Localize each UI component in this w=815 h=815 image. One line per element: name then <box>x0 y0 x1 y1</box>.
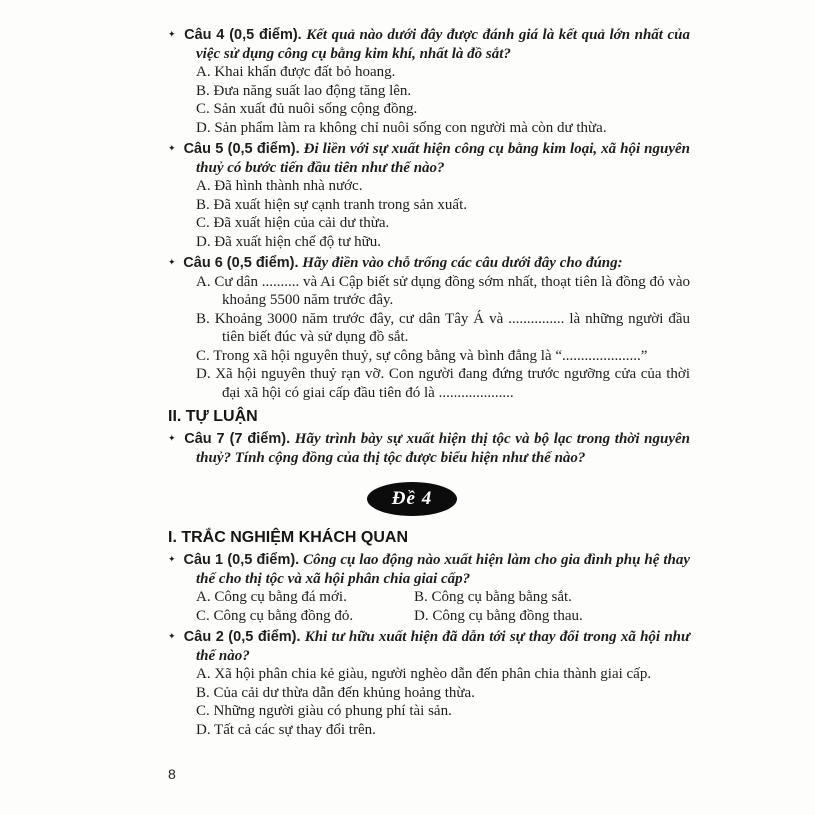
question-heading <box>168 140 690 177</box>
question-heading <box>168 26 690 63</box>
answer-options <box>196 177 690 251</box>
answer-option-b: B. Công cụ bằng bằng sắt. <box>414 589 572 605</box>
question-text: Công cụ lao động nào xuất hiện làm cho gia đình phụ hệ thay thế cho thị tộc và xã hội phân chia giai cấp? <box>196 552 690 587</box>
question-label: Câu 5 (0,5 điểm). <box>183 141 300 157</box>
question-label: Câu 2 (0,5 điểm). <box>183 629 301 645</box>
question-block-cau-2 <box>168 628 690 739</box>
answer-option-a: A. Công cụ bằng đá mới. <box>196 589 347 605</box>
question-block-cau-6 <box>168 254 690 402</box>
answer-option-c: C. Sản xuất đủ nuôi sống cộng đồng. <box>196 101 418 117</box>
answer-option-a: A. Đã hình thành nhà nước. <box>196 178 363 194</box>
answer-option-a: A. Cư dân .......... và Ai Cập biết sử dụng đồng sớm nhất, thoạt tiên là đồng đỏ vào khoảng 5500 năm trước đây. <box>196 273 690 308</box>
question-text: Đi liền với sự xuất hiện công cụ bằng kim loại, xã hội nguyên thuỷ có bước tiến đầu tiên như thế nào? <box>196 141 691 176</box>
question-block-cau-5 <box>168 140 690 251</box>
answer-option-a: A. Khai khẩn được đất bỏ hoang. <box>196 64 396 80</box>
answer-option-b: B. Của cải dư thừa dẫn đến khủng hoảng thừa. <box>196 684 475 701</box>
answer-option-c: C. Công cụ bằng đồng đỏ. <box>196 607 354 624</box>
diamond-bullet-icon: ✦ <box>168 30 176 40</box>
answer-option-d: D. Sản phẩm làm ra không chỉ nuôi sống con người mà còn dư thừa. <box>196 119 607 136</box>
question-text: Khi tư hữu xuất hiện đã dẫn tới sự thay đổi trong xã hội như thế nào? <box>196 629 690 664</box>
question-text: Kết quả nào dưới đây được đánh giá là kết quả lớn nhất của việc sử dụng công cụ bằng kim khí, nhất là đồ sắt? <box>196 27 691 62</box>
exam-badge-row <box>151 482 673 516</box>
exam-4-badge-label: Đề 4 <box>391 487 433 509</box>
exam-4-badge <box>367 482 457 516</box>
answer-options <box>196 273 690 403</box>
question-label: Câu 4 (0,5 điểm). <box>184 27 302 43</box>
diamond-bullet-icon: ✦ <box>168 144 176 154</box>
question-text: Hãy điền vào chỗ trống các câu dưới đây cho đúng: <box>302 255 623 271</box>
page-content <box>168 26 690 742</box>
question-label: Câu 1 (0,5 điểm). <box>183 552 300 568</box>
question-block-cau-7 <box>168 430 690 467</box>
diamond-bullet-icon: ✦ <box>168 555 176 565</box>
answer-options <box>196 665 690 739</box>
diamond-bullet-icon: ✦ <box>168 258 176 268</box>
diamond-bullet-icon: ✦ <box>168 632 176 642</box>
answer-option-d: D. Tất cả các sự thay đổi trên. <box>196 721 376 738</box>
answer-option-b: B. Khoảng 3000 năm trước đây, cư dân Tây Á và ............... là những người đầu tiên biết đúc và sử dụng đồ sắt. <box>196 310 690 345</box>
diamond-bullet-icon: ✦ <box>168 434 176 444</box>
answer-option-d: D. Xã hội nguyên thuỷ rạn vỡ. Con người đang đứng trước ngưỡng cửa của thời đại xã hội có giai cấp đầu tiên đó là .................... <box>196 366 690 401</box>
answer-options <box>196 588 690 625</box>
question-label: Câu 6 (0,5 điểm). <box>183 255 299 271</box>
answer-option-c: C. Trong xã hội nguyên thuỷ, sự công bằng và bình đẳng là “.....................” <box>196 347 648 364</box>
answer-option-d: D. Đã xuất hiện chế độ tư hữu. <box>196 233 381 250</box>
answer-option-c: C. Đã xuất hiện của cải dư thừa. <box>196 215 390 231</box>
answer-option-a: A. Xã hội phân chia kẻ giàu, người nghèo dẫn đến phân chia thành giai cấp. <box>196 666 652 682</box>
answer-option-c: C. Những người giàu có phung phí tài sản. <box>196 703 452 719</box>
question-label: Câu 7 (7 điểm). <box>184 431 291 447</box>
section-heading-tu-luan: II. TỰ LUẬN <box>168 408 258 425</box>
answer-option-b: B. Đưa năng suất lao động tăng lên. <box>196 82 412 99</box>
section-heading-trac-nghiem: I. TRẮC NGHIỆM KHÁCH QUAN <box>168 529 408 546</box>
question-block-cau-1 <box>168 551 690 625</box>
question-heading <box>168 430 690 467</box>
page-number: 8 <box>168 766 176 782</box>
question-text: Hãy trình bày sự xuất hiện thị tộc và bộ lạc trong thời nguyên thuỷ? Tính cộng đồng của thị tộc được biểu hiện như thế nào? <box>196 431 691 466</box>
answer-option-d: D. Công cụ bằng đồng thau. <box>414 607 583 624</box>
question-heading <box>168 254 690 273</box>
question-heading <box>168 551 690 588</box>
question-heading <box>168 628 690 665</box>
answer-options <box>196 63 690 137</box>
question-block-cau-4 <box>168 26 690 137</box>
answer-option-b: B. Đã xuất hiện sự cạnh tranh trong sản xuất. <box>196 196 467 213</box>
